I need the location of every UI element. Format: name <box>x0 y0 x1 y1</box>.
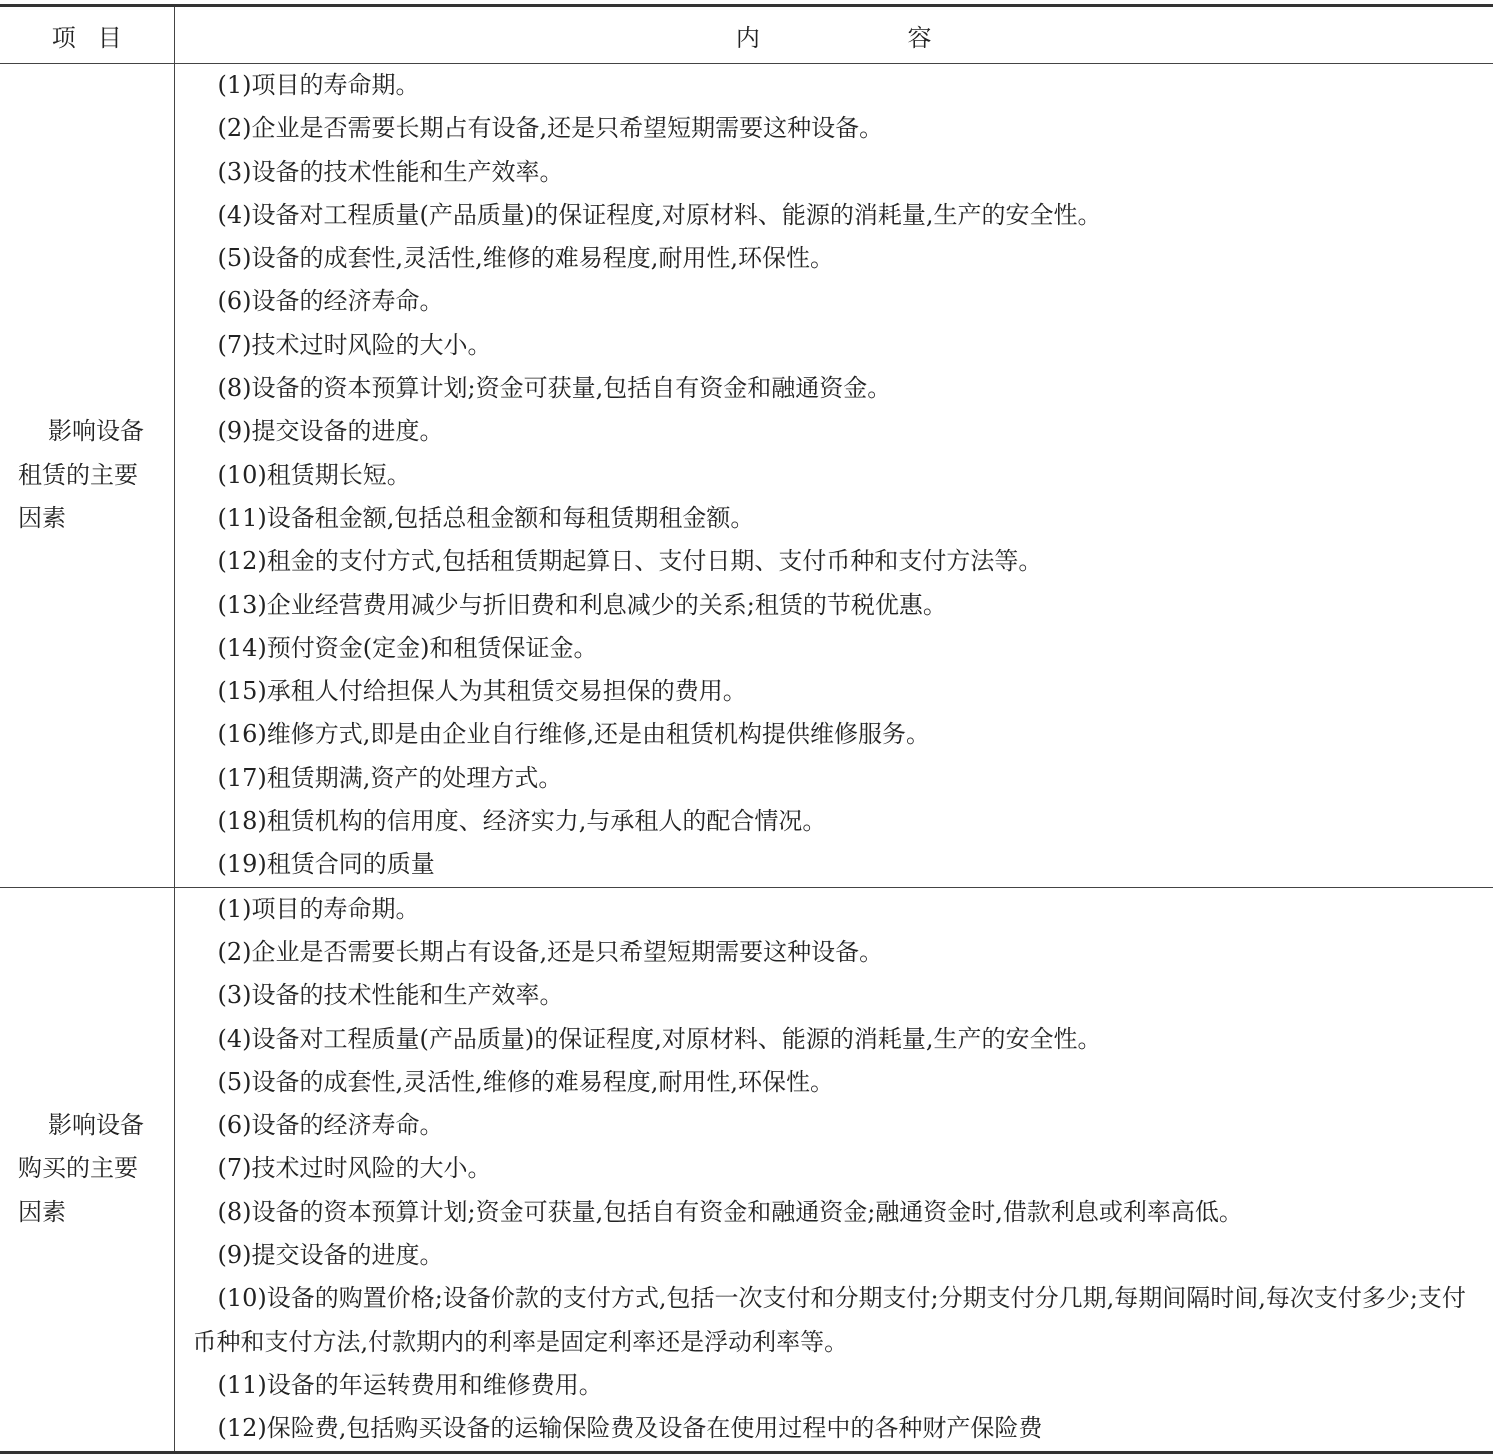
row-label-line: 影响设备 <box>48 417 144 446</box>
list-item: (9)提交设备的进度。 <box>217 1241 444 1270</box>
list-item: (1)项目的寿命期。 <box>217 71 420 99</box>
list-item: (5)设备的成套性,灵活性,维修的难易程度,耐用性,环保性。 <box>217 1067 835 1096</box>
list-item: (17)租赁期满,资产的处理方式。 <box>217 763 563 792</box>
list-item: (13)企业经营费用减少与折旧费和利息减少的关系;租赁的节税优惠。 <box>217 590 947 619</box>
list-item: (9)提交设备的进度。 <box>217 417 444 446</box>
list-item: (4)设备对工程质量(产品质量)的保证程度,对原材料、能源的消耗量,生产的安全性。 <box>217 200 1102 229</box>
list-item: (6)设备的经济寿命。 <box>217 287 444 316</box>
list-item: (5)设备的成套性,灵活性,维修的难易程度,耐用性,环保性。 <box>217 244 835 273</box>
list-item: (16)维修方式,即是由企业自行维修,还是由租赁机构提供维修服务。 <box>217 720 931 749</box>
list-item: (19)租赁合同的质量 <box>217 850 435 879</box>
list-item: (11)设备租金额,包括总租金额和每租赁期租金额。 <box>217 503 755 532</box>
factors-table <box>0 4 1493 1454</box>
list-item: (3)设备的技术性能和生产效率。 <box>217 981 564 1010</box>
list-item: (8)设备的资本预算计划;资金可获量,包括自有资金和融通资金;融通资金时,借款利息或利率高低。 <box>217 1197 1243 1226</box>
list-item: (15)承租人付给担保人为其租赁交易担保的费用。 <box>217 677 747 706</box>
row-content-lease <box>174 64 1493 888</box>
row-label-line: 因素 <box>18 504 66 533</box>
list-item: (2)企业是否需要长期占有设备,还是只希望短期需要这种设备。 <box>217 114 884 143</box>
list-item: (4)设备对工程质量(产品质量)的保证程度,对原材料、能源的消耗量,生产的安全性。 <box>217 1024 1102 1053</box>
list-item: (7)技术过时风险的大小。 <box>217 330 492 359</box>
header-content: 内 容 <box>174 6 1493 64</box>
list-item: (7)技术过时风险的大小。 <box>217 1154 492 1183</box>
row-label-line: 租赁的主要 <box>18 460 138 489</box>
list-item: (14)预付资金(定金)和租赁保证金。 <box>217 633 598 662</box>
list-item: (12)保险费,包括购买设备的运输保险费及设备在使用过程中的各种财产保险费 <box>217 1414 1043 1443</box>
list-item: (3)设备的技术性能和生产效率。 <box>217 157 564 186</box>
table-header-row <box>0 6 1493 64</box>
list-item: (12)租金的支付方式,包括租赁期起算日、支付日期、支付币种和支付方法等。 <box>217 547 1043 576</box>
factor-list-purchase <box>193 888 1482 1451</box>
row-label-line: 影响设备 <box>48 1110 144 1139</box>
list-item: (10)设备的购置价格;设备价款的支付方式,包括一次支付和分期支付;分期支付分几期,每期间隔时间,每次支付多少;支付币种和支付方法,付款期内的利率是固定利率还是浮动利率等。 <box>192 1284 1466 1356</box>
table-row <box>0 64 1493 888</box>
row-label-line: 因素 <box>18 1197 66 1226</box>
factor-list-lease <box>193 64 1482 887</box>
list-item: (10)租赁期长短。 <box>217 460 411 489</box>
row-content-purchase <box>174 887 1493 1452</box>
header-item: 项目 <box>0 6 174 64</box>
row-label-line: 购买的主要 <box>18 1154 138 1183</box>
row-label-purchase <box>0 887 174 1452</box>
list-item: (1)项目的寿命期。 <box>217 894 420 923</box>
list-item: (8)设备的资本预算计划;资金可获量,包括自有资金和融通资金。 <box>217 374 892 403</box>
row-label-lease <box>0 64 174 888</box>
list-item: (2)企业是否需要长期占有设备,还是只希望短期需要这种设备。 <box>217 937 884 966</box>
table-row <box>0 887 1493 1452</box>
list-item: (11)设备的年运转费用和维修费用。 <box>217 1370 603 1399</box>
list-item: (18)租赁机构的信用度、经济实力,与承租人的配合情况。 <box>217 807 827 836</box>
list-item: (6)设备的经济寿命。 <box>217 1111 444 1140</box>
